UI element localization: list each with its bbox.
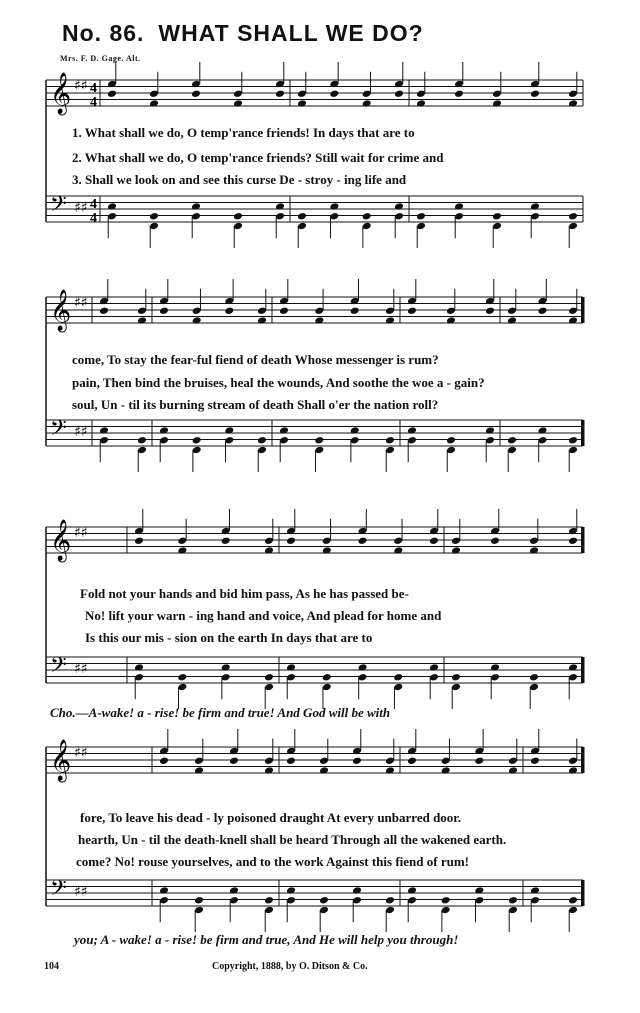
note-head (429, 536, 439, 545)
final-barline (581, 747, 585, 773)
lyrics-s4-v1: fore, To leave his dead - ly poisoned draught At every unbarred door. (80, 810, 462, 825)
note-head (508, 896, 518, 905)
note-head (224, 306, 234, 315)
note-head (286, 756, 296, 765)
note-head (385, 436, 395, 445)
note-head (191, 89, 201, 98)
bass-clef-icon: 𝄢 (50, 416, 67, 446)
key-signature-icon: ♯♯ (74, 745, 88, 761)
note-head (107, 89, 117, 98)
final-barline (581, 527, 585, 553)
key-signature-icon: ♯♯ (74, 78, 88, 94)
note-head (159, 756, 169, 765)
chorus-s3: Cho.—A-wake! a - rise! be firm and true! And God will be with (50, 705, 391, 720)
note-head (352, 756, 362, 765)
lyrics-s1-v2: 2. What shall we do, O temp'rance friends? Still wait for crime and (72, 150, 444, 165)
note-head (492, 212, 502, 221)
note-head (394, 89, 404, 98)
note-head (233, 212, 243, 221)
note-head (451, 673, 461, 682)
treble-clef-icon: 𝄞 (50, 73, 72, 114)
note-head (134, 536, 144, 545)
note-head (393, 673, 403, 682)
lyrics-s4-v2: hearth, Un - til the death-knell shall be heard Through all the wakened earth. (78, 832, 507, 847)
note-head (530, 756, 540, 765)
note-head (568, 212, 578, 221)
note-head (407, 756, 417, 765)
note-head (319, 896, 329, 905)
note-head (192, 436, 202, 445)
note-head (221, 536, 231, 545)
note-head (529, 673, 539, 682)
note-head (362, 212, 372, 221)
note-head (385, 896, 395, 905)
song-name: WHAT SHALL WE DO? (158, 20, 424, 46)
lyrics-s3-v3: Is this our mis - sion on the earth In days that are to (85, 630, 373, 645)
note-head (177, 673, 187, 682)
note-head (257, 436, 267, 445)
note-head (485, 306, 495, 315)
time-signature-icon: 4 (90, 197, 97, 212)
lyrics-s1-v3: 3. Shall we look on and see this curse De - stroy - ing life and (72, 172, 407, 187)
lyrics-s2-v2: pain, Then bind the bruises, heal the wounds, And soothe the woe a - gain? (72, 375, 485, 390)
note-head (530, 89, 540, 98)
page-number: 104 (44, 961, 59, 972)
lyrics-s2-v1: come, To stay the fear-ful fiend of death Whose messenger is rum? (72, 352, 439, 367)
note-head (322, 673, 332, 682)
lyrics-s1-v1: 1. What shall we do, O temp'rance friends! In days that are to (72, 125, 415, 140)
key-signature-icon: ♯♯ (74, 200, 88, 216)
key-signature-icon: ♯♯ (74, 525, 88, 541)
note-head (474, 756, 484, 765)
treble-clef-icon: 𝄞 (50, 740, 72, 781)
author-credit: Mrs. F. D. Gage. Alt. (60, 54, 141, 63)
note-head (264, 673, 274, 682)
lyrics-s3-v1: Fold not your hands and bid him pass, As he has passed be- (80, 586, 409, 601)
note-head (358, 536, 368, 545)
key-signature-icon: ♯♯ (74, 424, 88, 440)
note-head (538, 306, 548, 315)
note-head (314, 436, 324, 445)
copyright: Copyright, 1888, by O. Ditson & Co. (212, 961, 368, 972)
note-head (137, 436, 147, 445)
chorus-s4: you; A - wake! a - rise! be firm and true, And He will help you through! (74, 932, 459, 947)
note-head (490, 536, 500, 545)
note-head (441, 896, 451, 905)
note-head (99, 306, 109, 315)
final-barline (581, 420, 585, 446)
bass-clef-icon: 𝄢 (50, 653, 67, 683)
note-head (159, 306, 169, 315)
bass-clef-icon: 𝄢 (50, 192, 67, 222)
note-head (507, 436, 517, 445)
lyrics-s3-v2: No! lift your warn - ing hand and voice, And plead for home and (85, 608, 442, 623)
note-head (229, 756, 239, 765)
note-head (149, 212, 159, 221)
song-number: No. 86. (62, 20, 145, 46)
treble-clef-icon: 𝄞 (50, 290, 72, 331)
note-head (279, 306, 289, 315)
note-head (194, 896, 204, 905)
note-head (454, 89, 464, 98)
final-barline (581, 297, 585, 323)
treble-clef-icon: 𝄞 (50, 520, 72, 561)
note-head (350, 306, 360, 315)
note-head (297, 212, 307, 221)
bass-clef-icon: 𝄢 (50, 876, 67, 906)
key-signature-icon: ♯♯ (74, 661, 88, 677)
key-signature-icon: ♯♯ (74, 884, 88, 900)
note-head (275, 89, 285, 98)
note-head (568, 436, 578, 445)
note-head (329, 89, 339, 98)
lyrics-s2-v3: soul, Un - til its burning stream of death Shall o'er the nation roll? (72, 397, 439, 412)
final-barline (581, 880, 585, 906)
note-head (264, 896, 274, 905)
note-head (286, 536, 296, 545)
time-signature-icon: 4 (90, 95, 97, 110)
lyrics-s4-v3: come? No! rouse yourselves, and to the work Against this fiend of rum! (76, 854, 469, 869)
note-head (446, 436, 456, 445)
note-head (568, 536, 578, 545)
note-head (568, 896, 578, 905)
time-signature-icon: 4 (90, 211, 97, 226)
note-head (407, 306, 417, 315)
final-barline (581, 657, 585, 683)
time-signature-icon: 4 (90, 81, 97, 96)
key-signature-icon: ♯♯ (74, 295, 88, 311)
note-head (416, 212, 426, 221)
